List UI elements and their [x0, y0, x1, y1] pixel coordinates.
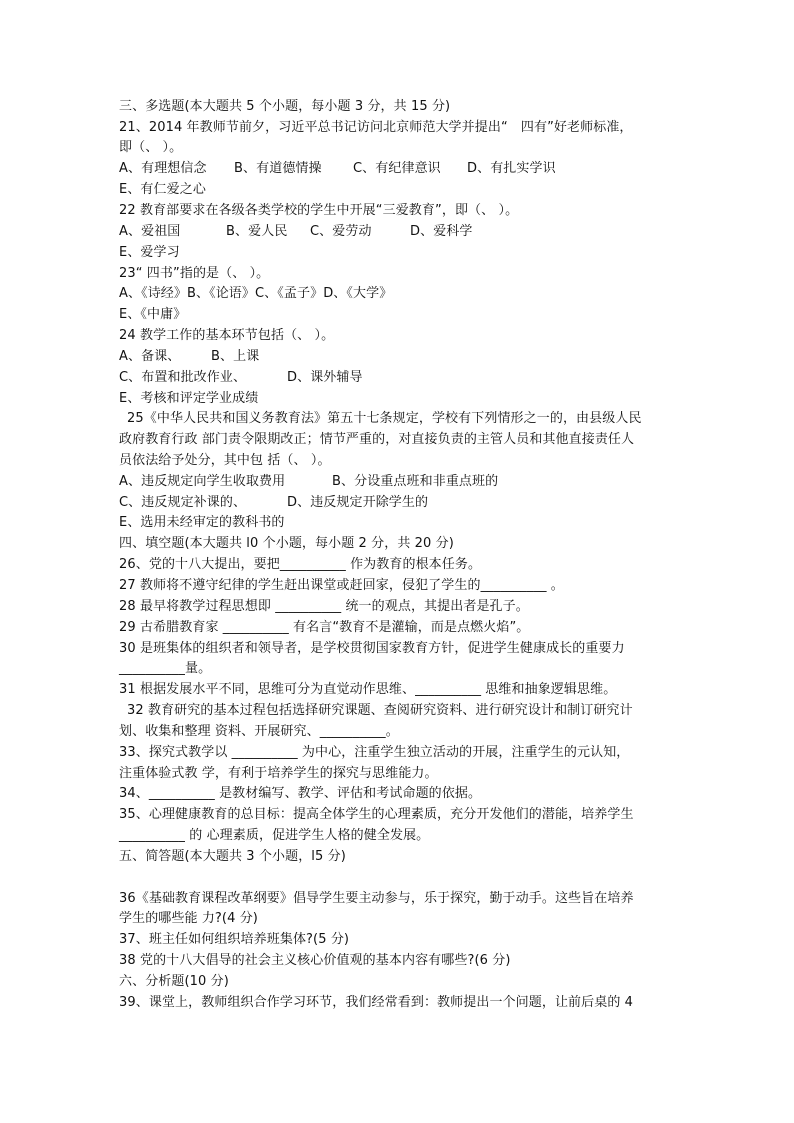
- q24-option-a: A、备课、: [119, 349, 181, 364]
- q24-option-e: E、考核和评定学业成绩: [119, 391, 259, 406]
- q38: 38 党的十八大倡导的社会主义核心价值观的基本内容有哪些?(6 分): [119, 953, 511, 968]
- q24-stem: 24 教学工作的基本环节包括（、 ）。: [119, 328, 335, 343]
- q25-option-c: C、违反规定补课的、: [119, 495, 247, 510]
- q22-option-b: B、爱人民: [226, 224, 288, 239]
- q23-options-row: A、《诗经》B、《论语》C、《孟子》D、《大学》: [119, 286, 393, 301]
- q22-stem: 22 教育部要求在各级各类学校的学生中开展“三爱教育”，即（、 ）。: [119, 203, 519, 218]
- q35-line-1: 35、心理健康教育的总目标：提高全体学生的心理素质，充分开发他们的潜能，培养学生: [119, 807, 634, 822]
- q21-option-a: A、有理想信念: [119, 161, 207, 176]
- q24-option-b: B、上课: [211, 349, 260, 364]
- q36-line-2: 学生的哪些能 力?(4 分): [119, 911, 258, 926]
- q25-option-e: E、选用未经审定的教科书的: [119, 515, 285, 530]
- section-4-heading: 四、填空题(本大题共 l0 个小题，每小题 2 分，共 20 分): [119, 536, 454, 551]
- q22-option-c: C、爱劳动: [310, 224, 372, 239]
- q24-option-d: D、课外辅导: [287, 370, 363, 385]
- section-5-heading: 五、简答题(本大题共 3 个小题，l5 分): [119, 849, 346, 864]
- q29: 29 古希腊教育家 __________ 有名言“教育不是灌输，而是点燃火焰”。: [119, 620, 530, 635]
- q36-line-1: 36《基础教育课程改革纲要》倡导学生要主动参与，乐于探究，勤于动手。这些旨在培养: [119, 891, 634, 906]
- q37: 37、班主任如何组织培养班集体?(5 分): [119, 932, 350, 947]
- q22-option-a: A、爱祖国: [119, 224, 181, 239]
- q21-option-e: E、有仁爱之心: [119, 182, 206, 197]
- q26: 26、党的十八大提出，要把__________ 作为教育的根本任务。: [119, 557, 482, 572]
- q25-stem-line-3: 员依法给予处分，其中包 括（、 ）。: [119, 453, 331, 468]
- q27: 27 教师将不遵守纪律的学生赶出课堂或赶回家，侵犯了学生的__________ 。: [119, 578, 564, 593]
- q39: 39、课堂上，教师组织合作学习环节，我们经常看到：教师提出一个问题，让前后桌的 4: [119, 995, 634, 1010]
- q33-line-2: 注重体验式教 学，有利于培养学生的探究与思维能力。: [119, 766, 438, 781]
- q28: 28 最早将教学过程思想即 __________ 统一的观点，其提出者是孔子。: [119, 599, 529, 614]
- q24-option-c: C、布置和批改作业、: [119, 370, 247, 385]
- q21-option-d: D、有扎实学识: [467, 161, 556, 176]
- q22-option-e: E、爱学习: [119, 245, 180, 260]
- section-3-heading: 三、多选题(本大题共 5 个小题，每小题 3 分，共 15 分): [119, 99, 451, 114]
- q30-line-1: 30 是班集体的组织者和领导者，是学校贯彻国家教育方针，促进学生健康成长的重要力: [119, 641, 625, 656]
- q25-stem-line-2: 政府教育行政 部门责令限期改正；情节严重的，对直接负责的主管人员和其他直接责任人: [119, 432, 635, 447]
- q21-stem-line-1: 21、2014 年教师节前夕，习近平总书记访问北京师范大学并提出“ 四有”好老师标准，: [119, 120, 633, 135]
- q23-option-e: E、《中庸》: [119, 307, 187, 322]
- q35-line-2: __________ 的 心理素质，促进学生人格的健全发展。: [119, 828, 430, 843]
- q25-stem-line-1: 25《中华人民共和国义务教育法》第五十七条规定，学校有下列情形之一的，由县级人民: [127, 411, 642, 426]
- q31: 31 根据发展水平不同，思维可分为直觉动作思维、__________ 思维和抽象逻辑思维。: [119, 682, 617, 697]
- q33-line-1: 33、探究式教学以 __________ 为中心，注重学生独立活动的开展，注重学生的元认知，: [119, 745, 630, 760]
- q25-option-a: A、违反规定向学生收取费用: [119, 474, 286, 489]
- q25-option-b: B、分设重点班和非重点班的: [332, 474, 499, 489]
- q30-line-2: __________量。: [119, 661, 212, 676]
- q21-option-b: B、有道德情操: [234, 161, 322, 176]
- q21-stem-line-2: 即（、 ）。: [119, 140, 183, 155]
- q21-option-c: C、有纪律意识: [353, 161, 441, 176]
- q32-line-1: 32 教育研究的基本过程包括选择研究课题、查阅研究资料、进行研究设计和制订研究计: [127, 703, 633, 718]
- q23-stem: 23“ 四书”指的是（、 ）。: [119, 266, 270, 281]
- q25-option-d: D、违反规定开除学生的: [287, 495, 429, 510]
- q22-option-d: D、爱科学: [410, 224, 473, 239]
- q32-line-2: 划、收集和整理 资料、开展研究、__________。: [119, 724, 399, 739]
- section-6-heading: 六、分析题(10 分): [119, 974, 229, 989]
- q34: 34、__________ 是教材编写、教学、评估和考试命题的依据。: [119, 786, 482, 801]
